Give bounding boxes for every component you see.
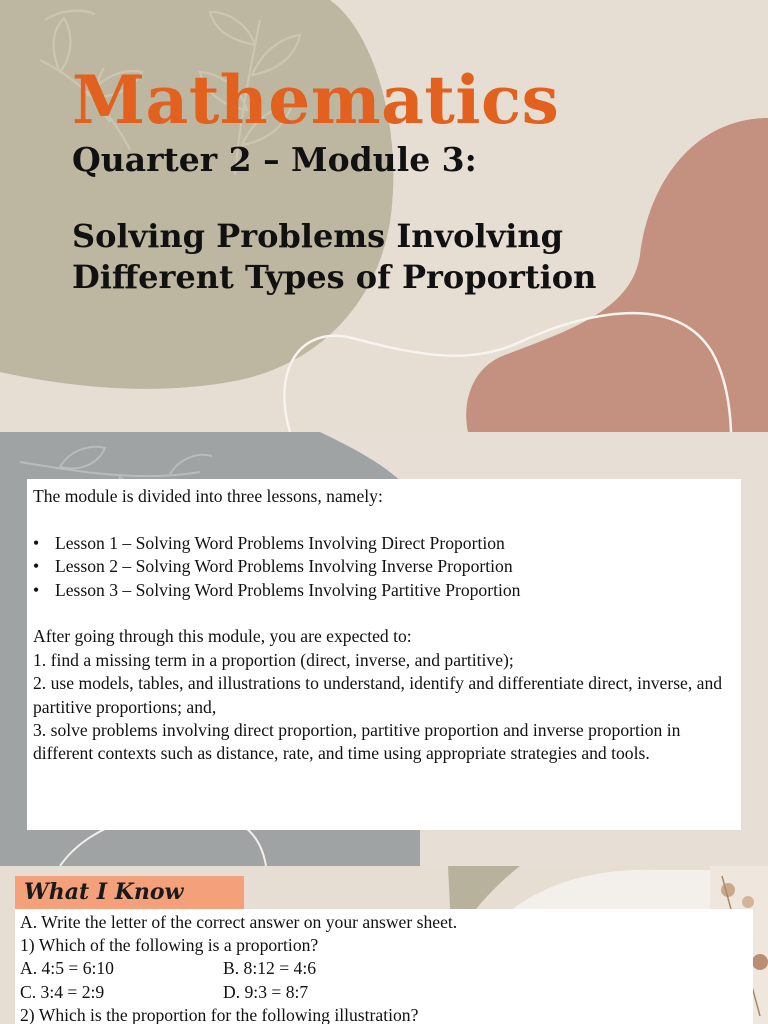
lesson-overview-box	[27, 479, 741, 830]
lesson-item: • Lesson 2 – Solving Word Problems Involving Inverse Proportion	[33, 555, 741, 578]
option-c: C. 3:4 = 2:9	[20, 981, 105, 1002]
cover-page	[0, 0, 768, 432]
lesson-item: • Lesson 3 – Solving Word Problems Involving Partitive Proportion	[33, 579, 741, 602]
objective-item: 2. use models, tables, and illustrations to understand, identify and differentiate direct, inverse, and partitive proportions; and,	[33, 673, 723, 717]
quarter-module-heading: Quarter 2 – Module 3:	[72, 140, 477, 179]
option-d: D. 9:3 = 8:7	[223, 981, 309, 1002]
question-1: 1) Which of the following is a proportion?	[20, 935, 319, 956]
overview-lead: The module is divided into three lessons, namely:	[33, 486, 383, 506]
what-i-know-page	[0, 866, 768, 1024]
module-title: Mathematics	[72, 61, 560, 139]
sage-blob	[0, 0, 393, 389]
question-1-options-row-2	[20, 981, 753, 1004]
pretest-instruction: A. Write the letter of the correct answer on your answer sheet.	[20, 912, 458, 932]
lesson-list	[33, 532, 741, 602]
option-b: B. 8:12 = 4:6	[223, 958, 317, 979]
objective-item: 3. solve problems involving direct proportion, partitive proportion and inverse proportion in different contexts such as distance, rate, and time using appropriate strategies and tools.	[33, 720, 681, 764]
objectives-lead: After going through this module, you are expected to:	[33, 626, 412, 647]
question-2: 2) Which is the proportion for the following illustration?	[20, 1004, 419, 1024]
objective-item: 1. find a missing term in a proportion (direct, inverse, and partitive);	[33, 649, 514, 670]
option-a: A. 4:5 = 6:10	[20, 958, 114, 979]
module-subtitle: Solving Problems Involving Different Types of Proportion	[72, 217, 597, 296]
lesson-item: • Lesson 1 – Solving Word Problems Involving Direct Proportion	[33, 532, 741, 555]
what-i-know-heading: What I Know	[15, 876, 244, 910]
question-1-options-row-1	[20, 957, 753, 980]
introduction-page	[0, 432, 768, 866]
pretest-box	[15, 909, 753, 1024]
